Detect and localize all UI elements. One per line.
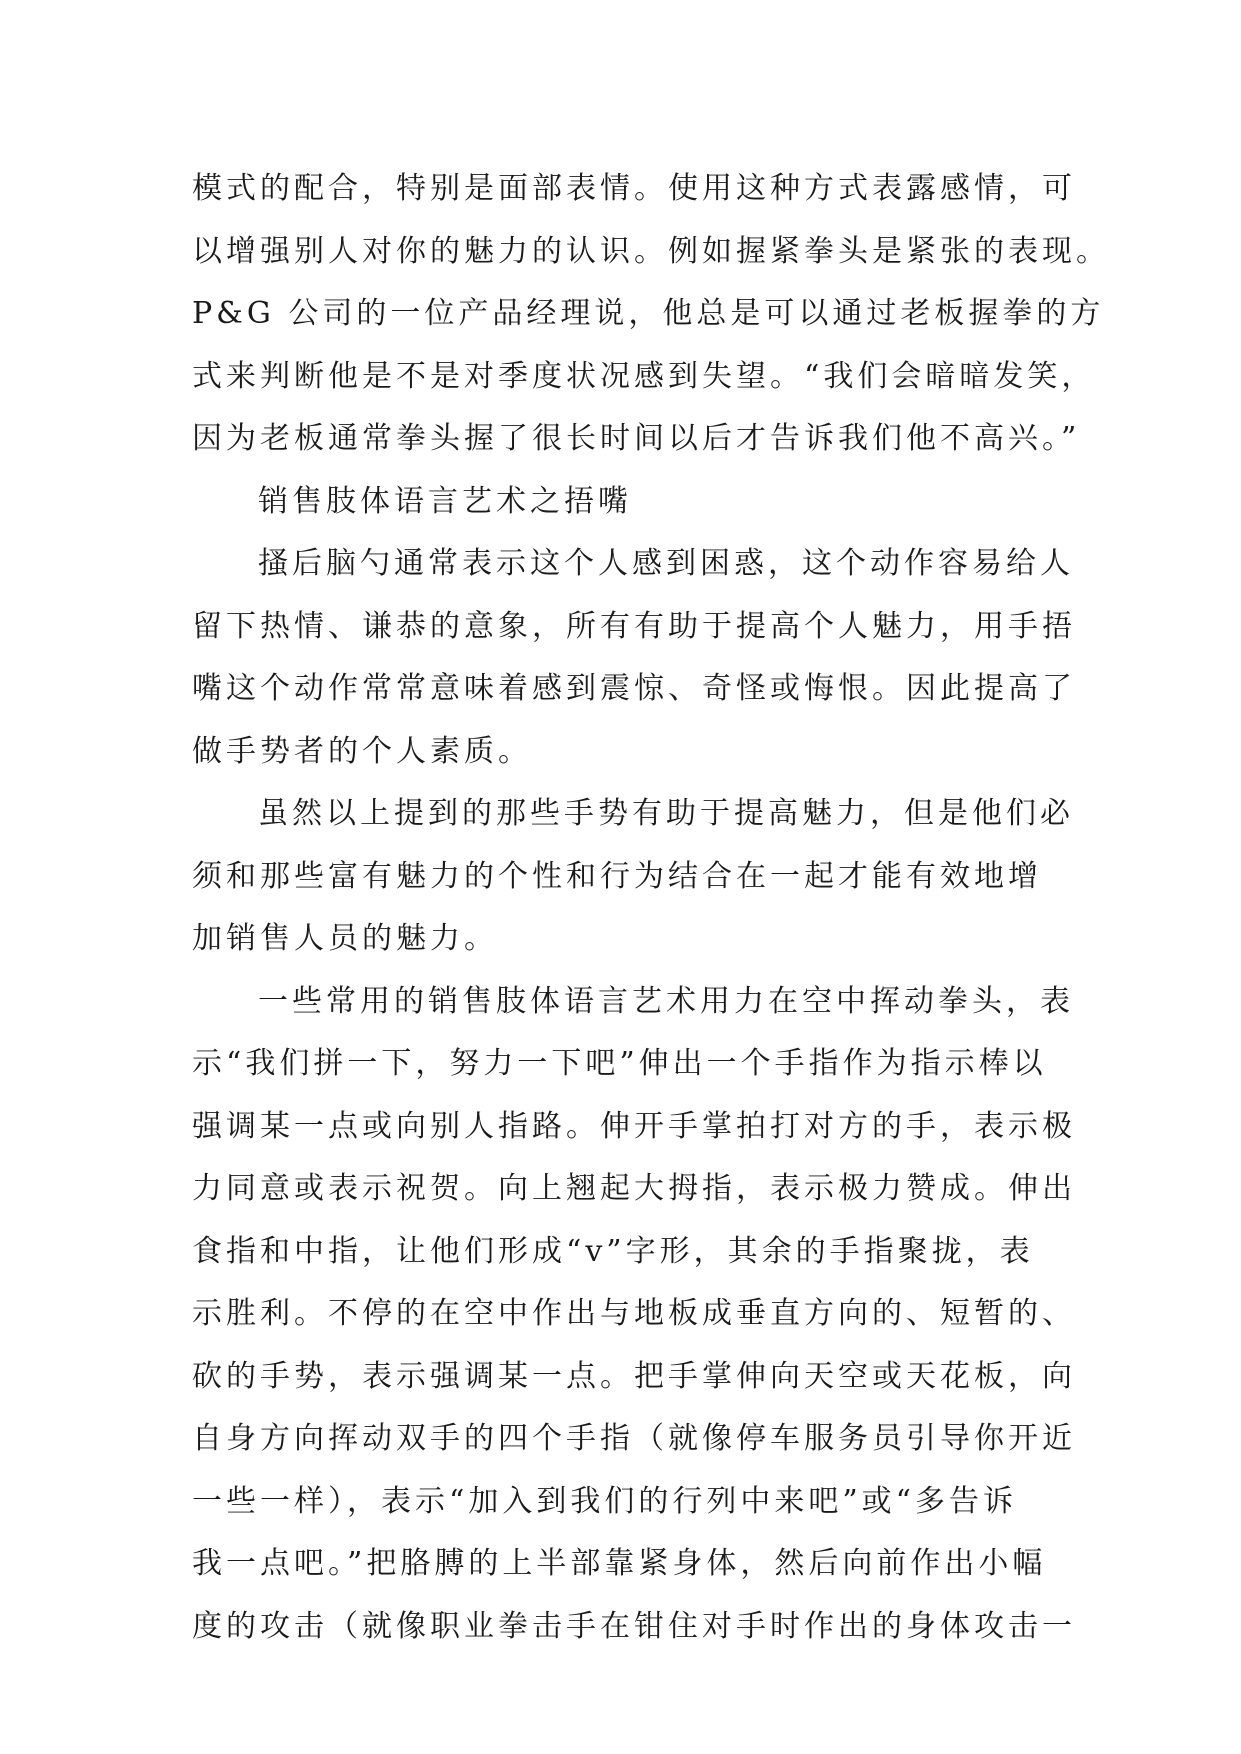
text-line: 强调某一点或向别人指路。伸开手掌拍打对方的手，表示极 [192, 1108, 1076, 1144]
text-line: 模式的配合，特别是面部表情。使用这种方式表露感情，可 [192, 171, 1076, 206]
text-line: 示“我们拼一下，努力一下吧”伸出一个手指作为指示棒以 [192, 1046, 1047, 1081]
paragraph-start-line: 一些常用的销售肢体语言艺术用力在空中挥动拳头，表 [258, 983, 1074, 1019]
document-body [192, 158, 1110, 1658]
text-line: 做手势者的个人素质。 [192, 733, 532, 769]
text-line: 留下热情、谦恭的意象，所有有助于提高个人魅力，用手捂 [192, 608, 1076, 644]
text-line: 示胜利。不停的在空中作出与地板成垂直方向的、短暂的、 [192, 1296, 1076, 1331]
text-line: 食指和中指，让他们形成“v”字形，其余的手指聚拢，表 [192, 1233, 1034, 1269]
paragraph-start-line: 虽然以上提到的那些手势有助于提高魅力，但是他们必 [258, 796, 1074, 831]
text-line: 加销售人员的魅力。 [192, 921, 498, 956]
text-line: 砍的手势，表示强调某一点。把手掌伸向天空或天花板，向 [192, 1358, 1076, 1394]
text-line: 嘴这个动作常常意味着感到震惊、奇怪或悔恨。因此提高了 [192, 671, 1076, 706]
text-line: 须和那些富有魅力的个性和行为结合在一起才能有效地增 [192, 858, 1042, 894]
text-line: 因为老板通常拳头握了很长时间以后才告诉我们他不高兴。” [192, 421, 1081, 456]
text-line: 度的攻击（就像职业拳击手在钳住对手时作出的身体攻击一 [192, 1608, 1076, 1644]
text-line: 式来判断他是不是对季度状况感到失望。“我们会暗暗发笑， [192, 358, 1096, 394]
text-line: P&G 公司的一位产品经理说，他总是可以通过老板握拳的方 [192, 296, 1105, 331]
text-line: 以增强别人对你的魅力的认识。例如握紧拳头是紧张的表现。 [192, 233, 1110, 269]
paragraph-start-line: 搔后脑勺通常表示这个人感到困惑，这个动作容易给人 [258, 546, 1074, 581]
text-line: 自身方向挥动双手的四个手指（就像停车服务员引导你开近 [192, 1421, 1076, 1456]
text-line: 我一点吧。”把胳膊的上半部靠紧身体，然后向前作出小幅 [192, 1546, 1047, 1581]
text-line: 力同意或表示祝贺。向上翘起大拇指，表示极力赞成。伸出 [192, 1171, 1076, 1206]
text-line: 一些一样），表示“加入到我们的行列中来吧”或“多告诉 [192, 1483, 1018, 1519]
section-heading: 销售肢体语言艺术之捂嘴 [258, 483, 632, 519]
